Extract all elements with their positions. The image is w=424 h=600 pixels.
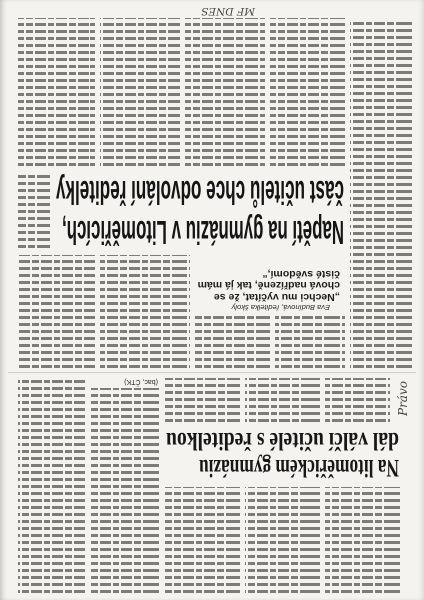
mf-dnes-headline-line: Napětí na gymnáziu v Litoměřicích,: [62, 214, 344, 251]
mf-dnes-headline: [55, 172, 345, 252]
mf-dnes-body-column: [195, 315, 270, 370]
mf-dnes-body-column: [185, 18, 265, 168]
pravo-handwritten-source: Právo: [396, 381, 410, 416]
clipping-divider: [8, 372, 416, 373]
pravo-body-column: [245, 378, 320, 424]
mf-dnes-headline-line: část učitelů chce odvolání ředitelky: [55, 174, 344, 211]
mf-dnes-body-column: [100, 18, 180, 168]
pravo-headline-line: Na litoměřickém gymnáziu: [198, 454, 399, 481]
mf-dnes-body-column: [100, 255, 190, 370]
pravo-body-column: [325, 378, 390, 424]
pull-quote: „Nechci mu vyčítat, že se chová nadřízeně, tak já mám čisté svědomí,“: [197, 267, 340, 303]
pravo-body-column: [18, 376, 85, 595]
pravo-body-column: [90, 388, 160, 595]
quote-attribution: Eva Budínová, ředitelka školy: [231, 303, 330, 312]
pravo-byline: (bac, ČTK): [124, 378, 158, 385]
mf-dnes-body-column: [275, 315, 345, 370]
pravo-headline: [165, 428, 400, 482]
mf-dnes-body-column: [18, 18, 95, 168]
mf-dnes-body-column: [350, 18, 412, 370]
pravo-body-column: [245, 487, 320, 595]
pravo-body-column: [325, 487, 400, 595]
pravo-body-column: [165, 487, 240, 595]
pravo-headline-line: dál válčí učitelé s ředitelkou: [165, 427, 399, 454]
mf-dnes-body-column: [18, 172, 50, 250]
mf-dnes-handwritten-source: MF DNES: [201, 5, 255, 17]
mf-dnes-body-column: [18, 255, 95, 370]
mf-dnes-body-column: [270, 18, 345, 168]
pravo-body-column: [165, 378, 240, 424]
